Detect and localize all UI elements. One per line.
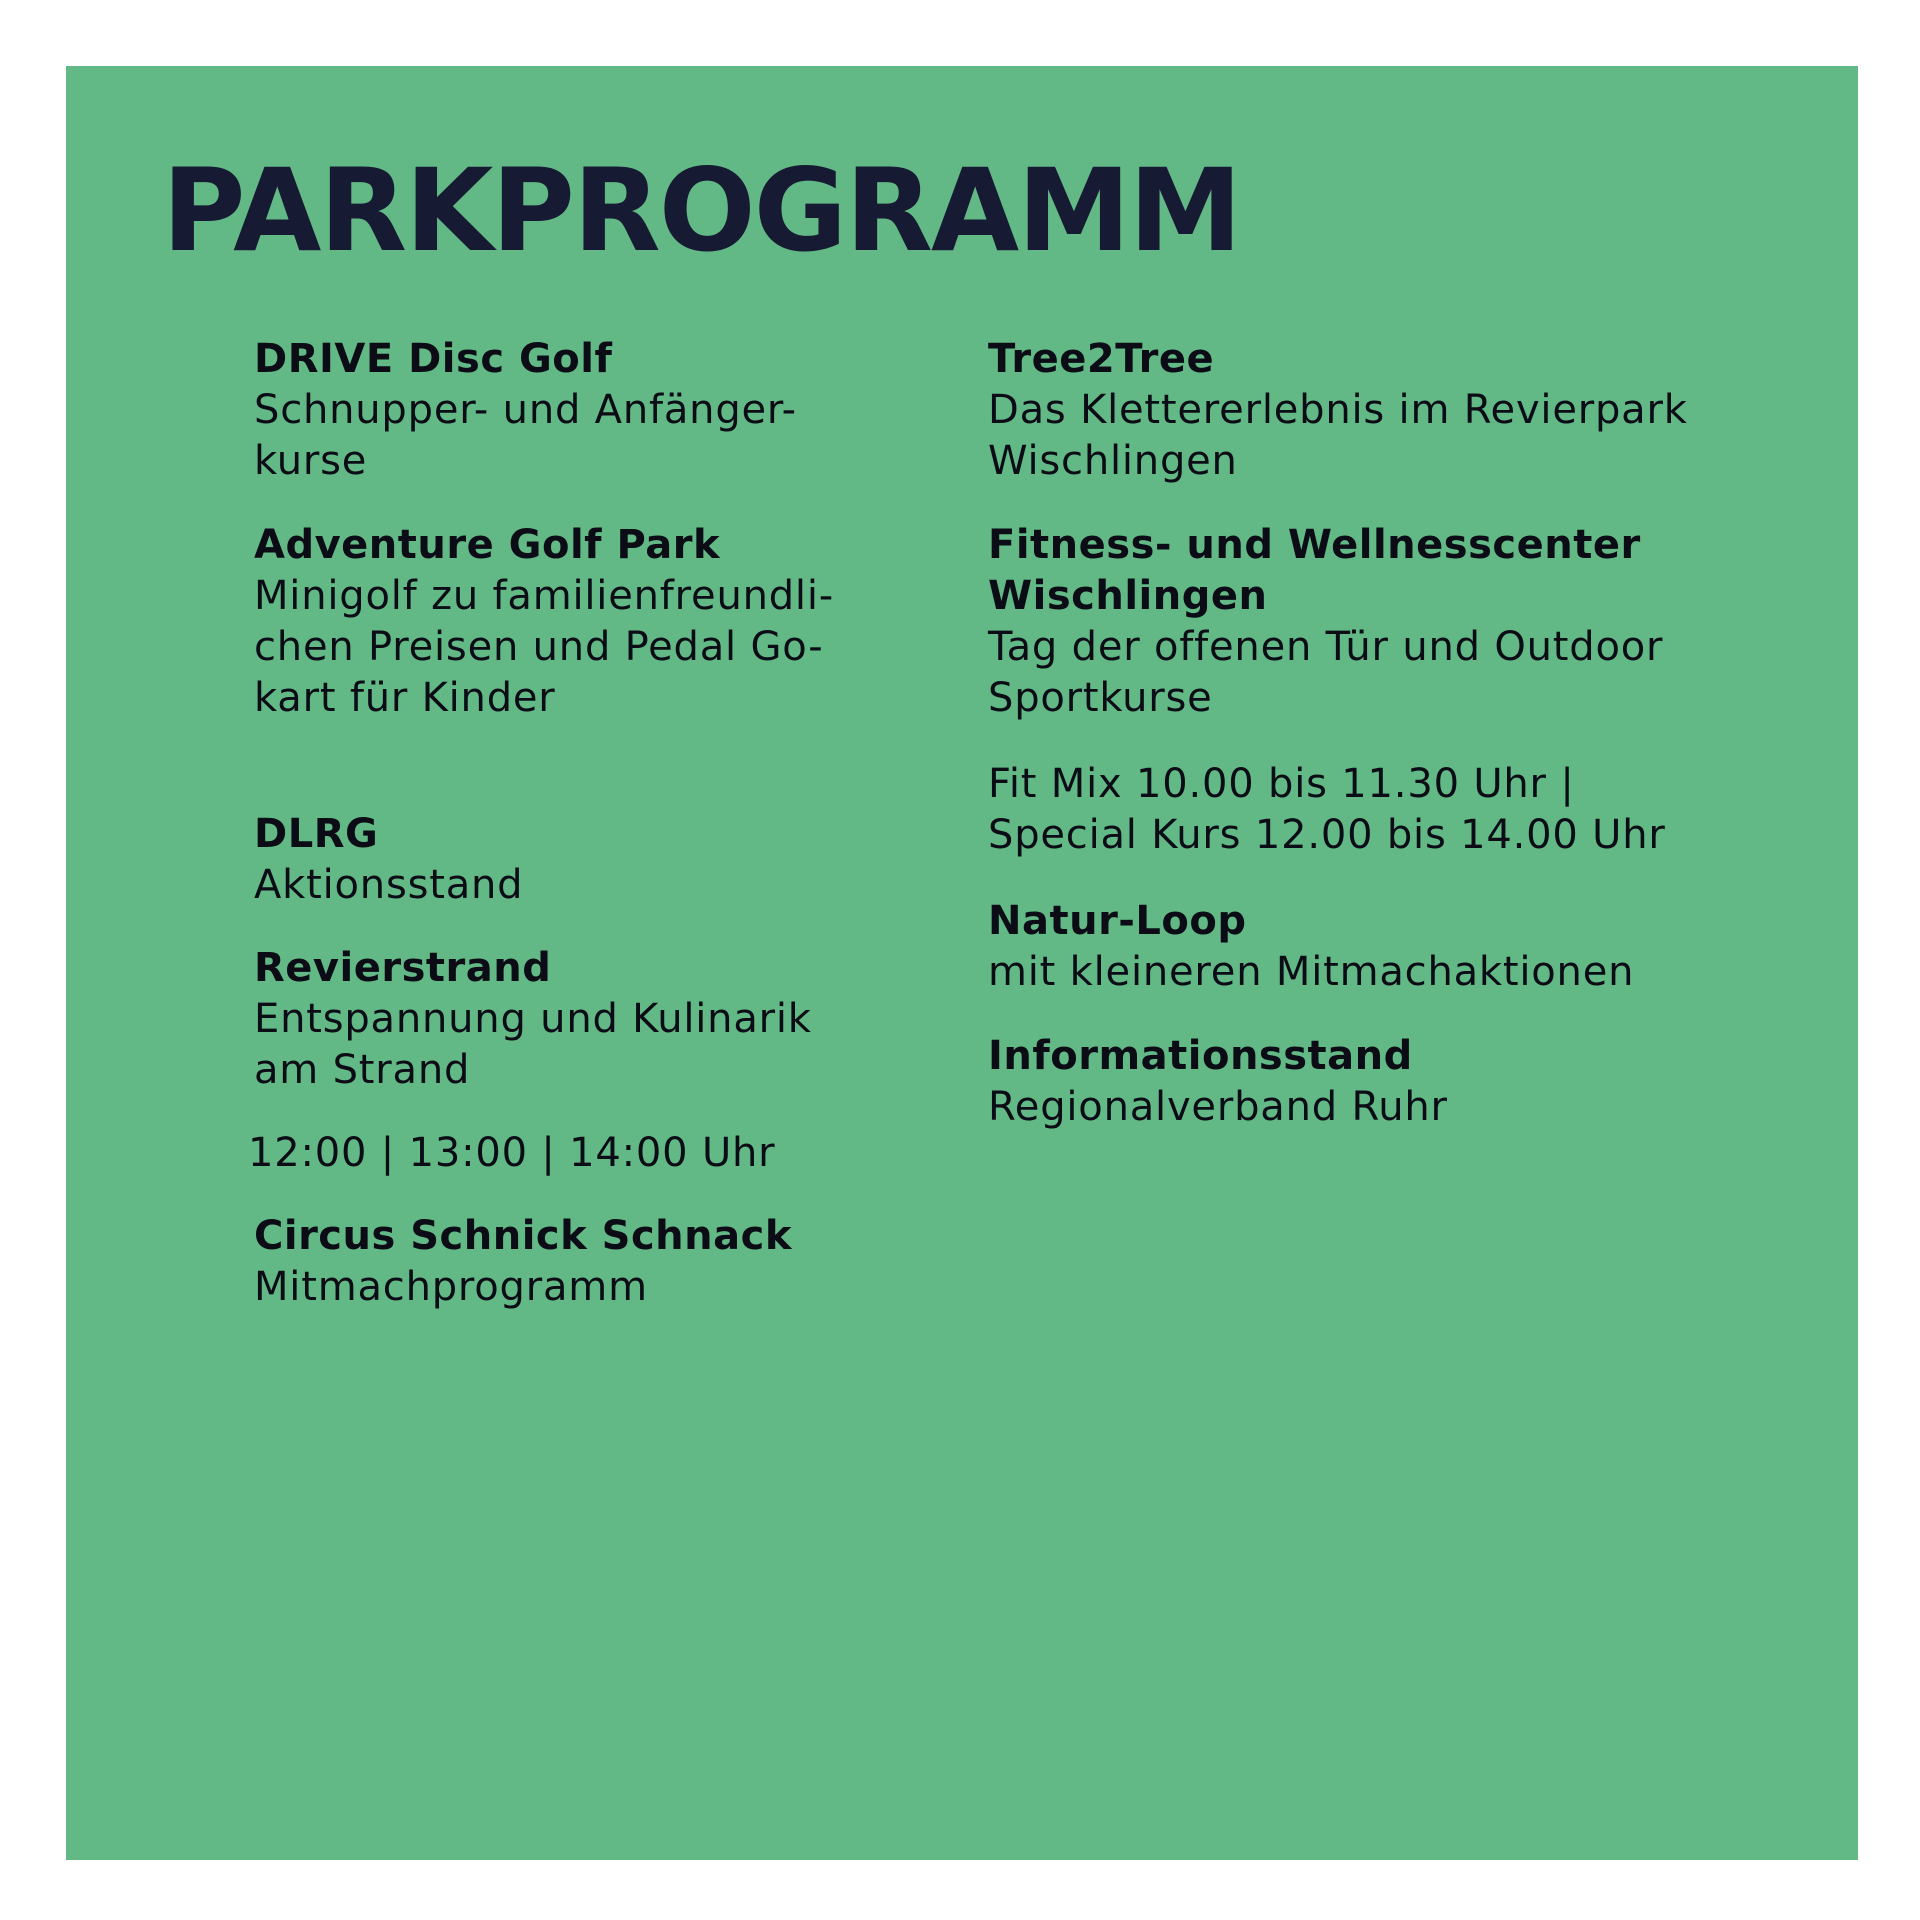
schedule-times: Special Kurs 12.00 bis 14.00 Uhr — [988, 812, 1666, 858]
entry-heading: Revierstrand — [254, 945, 552, 991]
entry-description: kart für Kinder — [254, 675, 556, 721]
entry-heading: DRIVE Disc Golf — [254, 336, 613, 382]
entry-description: am Strand — [254, 1047, 471, 1093]
entry-dlrg — [254, 809, 523, 911]
page-title: PARKPROGRAMM — [162, 144, 1241, 277]
entry-description: Schnupper- und Anfänger- — [254, 387, 797, 433]
entry-drive-disc-golf — [254, 334, 797, 487]
entry-heading: Tree2Tree — [988, 336, 1215, 382]
entry-fitness-times — [988, 759, 1666, 861]
program-panel — [66, 66, 1858, 1860]
entry-heading: Informationsstand — [988, 1033, 1413, 1079]
entry-revierstrand — [254, 943, 812, 1096]
entry-heading: Circus Schnick Schnack — [254, 1213, 792, 1259]
schedule-times: 12:00 | 13:00 | 14:00 Uhr — [248, 1130, 776, 1176]
entry-natur-loop — [988, 896, 1634, 998]
entry-adventure-golf-park — [254, 520, 834, 724]
entry-description: Wischlingen — [988, 438, 1238, 484]
entry-description: Minigolf zu familienfreundli- — [254, 573, 834, 619]
entry-circus-schnick-schnack — [254, 1211, 792, 1313]
entry-description: Das Klettererlebnis im Revierpark — [988, 387, 1688, 433]
schedule-times: Fit Mix 10.00 bis 11.30 Uhr | — [988, 761, 1575, 807]
entry-heading: Wischlingen — [988, 573, 1268, 619]
entry-description: Tag der offenen Tür und Outdoor — [988, 624, 1664, 670]
entry-heading: Adventure Golf Park — [254, 522, 721, 568]
entry-description: Sportkurse — [988, 675, 1213, 721]
entry-description: Entspannung und Kulinarik — [254, 996, 812, 1042]
entry-times — [248, 1128, 775, 1179]
entry-description: Regionalverband Ruhr — [988, 1084, 1448, 1130]
entry-heading: Fitness- und Wellnesscenter — [988, 522, 1641, 568]
entry-description: mit kleineren Mitmachaktionen — [988, 949, 1635, 995]
entry-description: chen Preisen und Pedal Go- — [254, 624, 824, 670]
entry-heading: DLRG — [254, 811, 379, 857]
entry-heading: Natur-Loop — [988, 898, 1247, 944]
entry-description: kurse — [254, 438, 368, 484]
entry-informationsstand — [988, 1031, 1448, 1133]
entry-fitness-wellnesscenter — [988, 520, 1663, 724]
entry-description: Aktionsstand — [254, 862, 524, 908]
entry-tree2tree — [988, 334, 1688, 487]
entry-description: Mitmachprogramm — [254, 1264, 648, 1310]
